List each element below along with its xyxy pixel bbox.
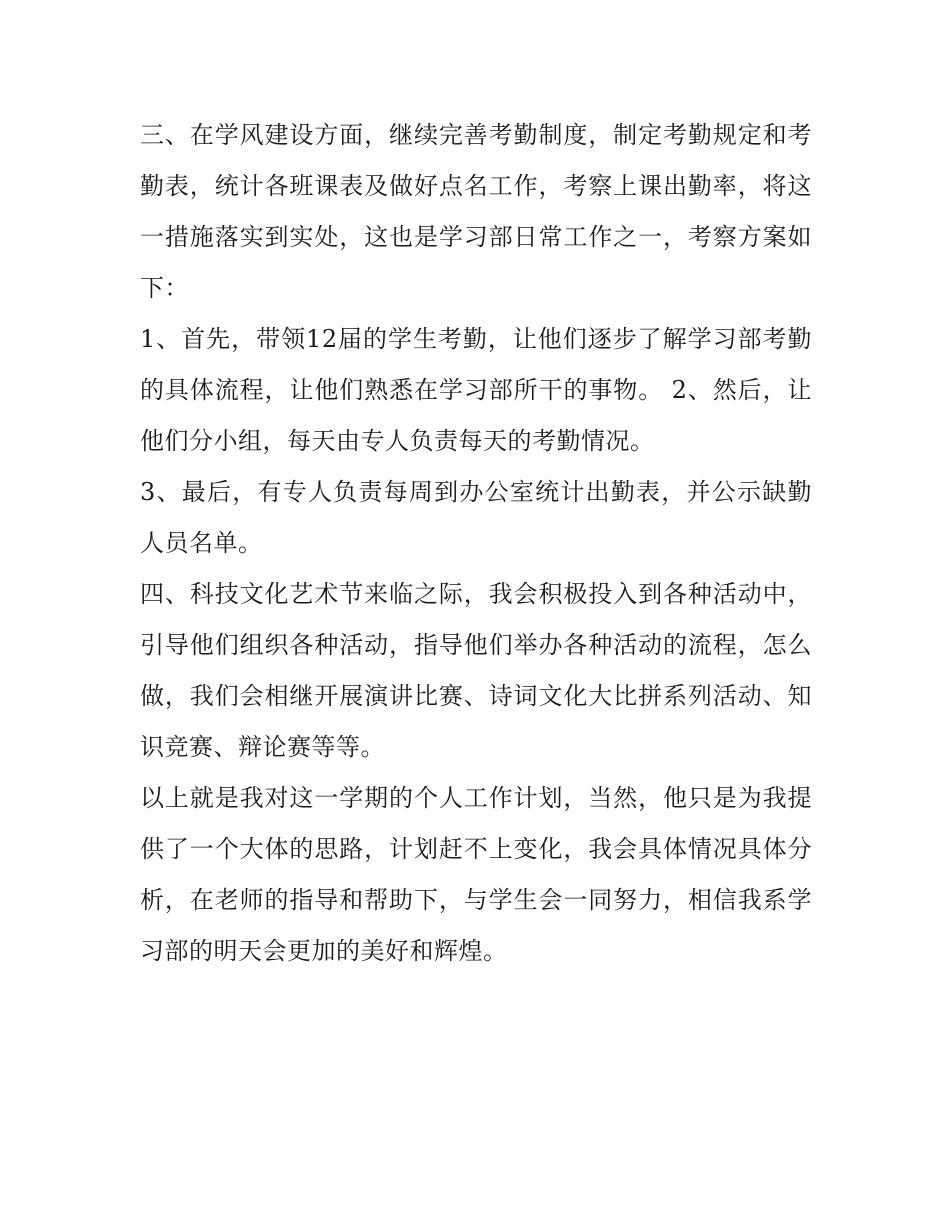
- paragraph-arts-festival: 四、科技文化艺术节来临之际，我会积极投入到各种活动中，引导他们组织各种活动，指导他们举办各种活动的流程，怎么做，我们会相继开展演讲比赛、诗词文化大比拼系列活动、知识竞赛、辩论赛等等。: [140, 580, 812, 761]
- document-body: [140, 110, 812, 977]
- paragraph-study-style: 三、在学风建设方面，继续完善考勤制度，制定考勤规定和考勤表，统计各班课表及做好点名工作，考察上课出勤率，将这一措施落实到实处，这也是学习部日常工作之一，考察方案如下：: [140, 121, 812, 302]
- paragraph-step-3: 3、最后，有专人负责每周到办公室统计出勤表，并公示缺勤人员名单。: [140, 478, 812, 557]
- paragraph-step-1-2: 1、首先，带领12届的学生考勤，让他们逐步了解学习部考勤的具体流程，让他们熟悉在学习部所干的事物。 2、然后，让他们分小组，每天由专人负责每天的考勤情况。: [140, 325, 812, 455]
- paragraph-conclusion: 以上就是我对这一学期的个人工作计划，当然，他只是为我提供了一个大体的思路，计划赶不上变化，我会具体情况具体分析，在老师的指导和帮助下，与学生会一同努力，相信我系学习部的明天会更加的美好和辉煌。: [140, 784, 812, 965]
